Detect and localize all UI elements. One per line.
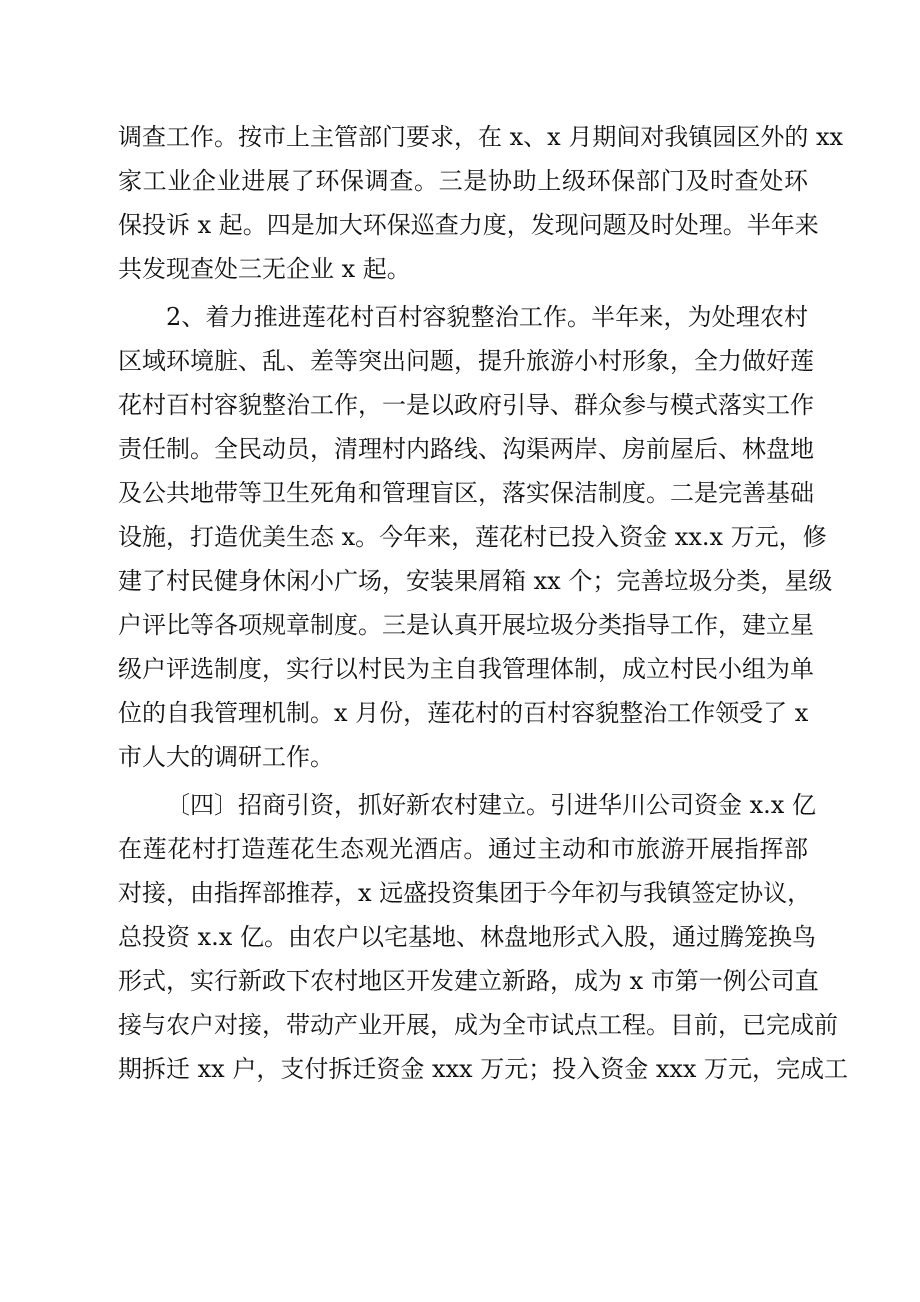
text-line-13: 级户评选制度，实行以村民为主自我管理体制，成立村民小组为单	[118, 655, 814, 683]
text-line-2: 家工业企业进展了环保调查。三是协助上级环保部门及时查处环	[118, 167, 808, 195]
text-line-8: 责任制。全民动员，清理村内路线、沟渠两岸、房前屋后、林盘地	[118, 435, 814, 463]
text-line-3: 保投诉 x 起。四是加大环保巡查力度，发现问题及时处理。半年来	[118, 211, 819, 239]
text-line-4: 共发现查处三无企业 x 起。	[118, 255, 411, 283]
text-line-21: 接与农户对接，带动产业开展，成为全市试点工程。目前，已完成前	[118, 1011, 838, 1039]
text-line-1: 调查工作。按市上主管部门要求，在 x、x 月期间对我镇园区外的 xx	[118, 123, 844, 151]
text-line-19: 总投资 x.x 亿。由农户以宅基地、林盘地形式入股，通过腾笼换鸟	[118, 923, 816, 951]
text-line-16: 〔四〕招商引资，抓好新农村建立。引进华川公司资金 x.x 亿	[166, 791, 816, 819]
text-line-10: 设施，打造优美生态 x。今年来，莲花村已投入资金 xx.x 万元，修	[118, 523, 827, 551]
text-line-12: 户评比等各项规章制度。三是认真开展垃圾分类指导工作，建立星	[118, 611, 814, 639]
text-line-9: 及公共地带等卫生死角和管理盲区，落实保洁制度。二是完善基础	[118, 479, 814, 507]
text-line-7: 花村百村容貌整治工作，一是以政府引导、群众参与模式落实工作	[118, 391, 814, 419]
text-line-17: 在莲花村打造莲花生态观光酒店。通过主动和市旅游开展指挥部	[118, 835, 808, 863]
text-line-18: 对接，由指挥部推荐，x 远盛投资集团于今年初与我镇签定协议，	[118, 879, 812, 907]
text-line-5: 2、着力推进莲花村百村容貌整治工作。半年来，为处理农村	[166, 303, 808, 331]
text-line-20: 形式，实行新政下农村地区开发建立新路，成为 x 市第一例公司直	[118, 967, 819, 995]
text-line-15: 市人大的调研工作。	[118, 743, 334, 771]
text-line-11: 建了村民健身休闲小广场，安装果屑箱 xx 个；完善垃圾分类，星级	[118, 567, 833, 595]
text-line-22: 期拆迁 xx 户，支付拆迁资金 xxx 万元；投入资金 xxx 万元，完成工	[118, 1055, 849, 1083]
text-line-6: 区域环境脏、乱、差等突出问题，提升旅游小村形象，全力做好莲	[118, 347, 814, 375]
text-line-14: 位的自我管理机制。x 月份，莲花村的百村容貌整治工作领受了 x	[118, 699, 809, 727]
